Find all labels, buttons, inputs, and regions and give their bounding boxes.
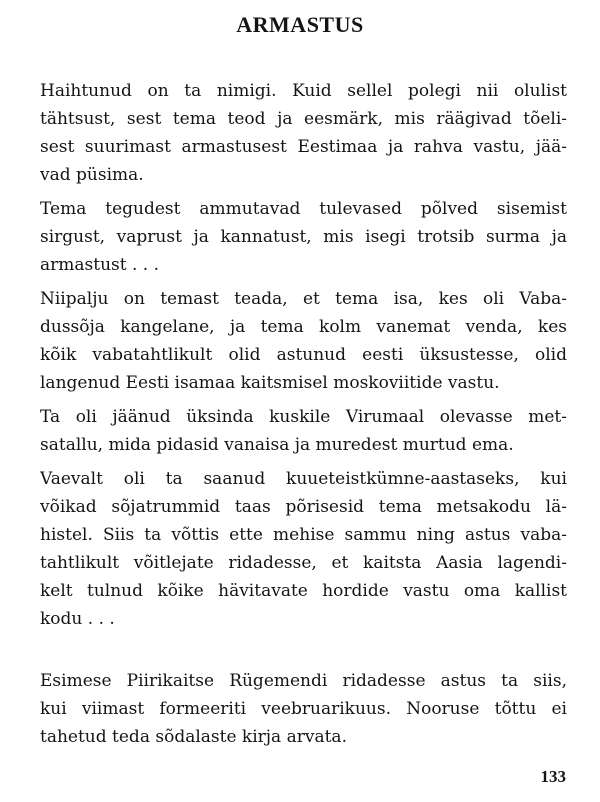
- text-line: vad püsima.: [40, 165, 144, 185]
- text-line: histel. Siis ta võttis ette mehise sammu ning astus vaba-: [40, 525, 567, 545]
- body-text: [40, 77, 567, 751]
- text-line: sest suurimast armastusest Eestimaa ja rahva vastu, jää-: [40, 137, 567, 157]
- text-line: satallu, mida pidasid vanaisa ja muredest murtud ema.: [40, 435, 514, 455]
- paragraph-1: [40, 77, 567, 189]
- paragraph-3: [40, 285, 567, 397]
- paragraph-4: [40, 403, 567, 459]
- text-line: dussõja kangelane, ja tema kolm vanemat venda, kes: [40, 317, 567, 337]
- text-line: langenud Eesti isamaa kaitsmisel moskoviitide vastu.: [40, 373, 500, 393]
- paragraph-6: [40, 667, 567, 751]
- text-line: tahetud teda sõdalaste kirja arvata.: [40, 727, 347, 747]
- paragraph-5: [40, 465, 567, 633]
- text-line: sirgust, vaprust ja kannatust, mis isegi trotsib surma ja: [40, 227, 567, 247]
- text-line: kui viimast formeeriti veebruarikuus. Nooruse tõttu ei: [40, 699, 567, 719]
- text-line: tähtsust, sest tema teod ja eesmärk, mis räägivad tõeli-: [40, 109, 567, 129]
- text-line: Haihtunud on ta nimigi. Kuid sellel polegi nii olulist: [40, 81, 567, 101]
- page-number: 133: [540, 767, 566, 786]
- text-line: kodu . . .: [40, 609, 115, 629]
- text-line: kelt tulnud kõike hävitavate hordide vastu oma kallist: [40, 581, 567, 601]
- text-line: Niipalju on temast teada, et tema isa, kes oli Vaba-: [40, 289, 567, 309]
- text-line: võikad sõjatrummid taas põrisesid tema metsakodu lä-: [40, 497, 567, 517]
- text-line: Vaevalt oli ta saanud kuueteistkümne-aastaseks, kui: [40, 469, 567, 489]
- text-line: kõik vabatahtlikult olid astunud eesti üksustesse, olid: [40, 345, 567, 365]
- text-line: Tema tegudest ammutavad tulevased põlved sisemist: [40, 199, 567, 219]
- chapter-title: ARMASTUS: [236, 12, 364, 37]
- text-line: Ta oli jäänud üksinda kuskile Virumaal olevasse met-: [40, 407, 567, 427]
- text-line: Esimese Piirikaitse Rügemendi ridadesse astus ta siis,: [40, 671, 567, 691]
- paragraph-2: [40, 195, 567, 279]
- text-line: armastust . . .: [40, 255, 159, 275]
- text-line: tahtlikult võitlejate ridadesse, et kaitsta Aasia lagendi-: [40, 553, 567, 573]
